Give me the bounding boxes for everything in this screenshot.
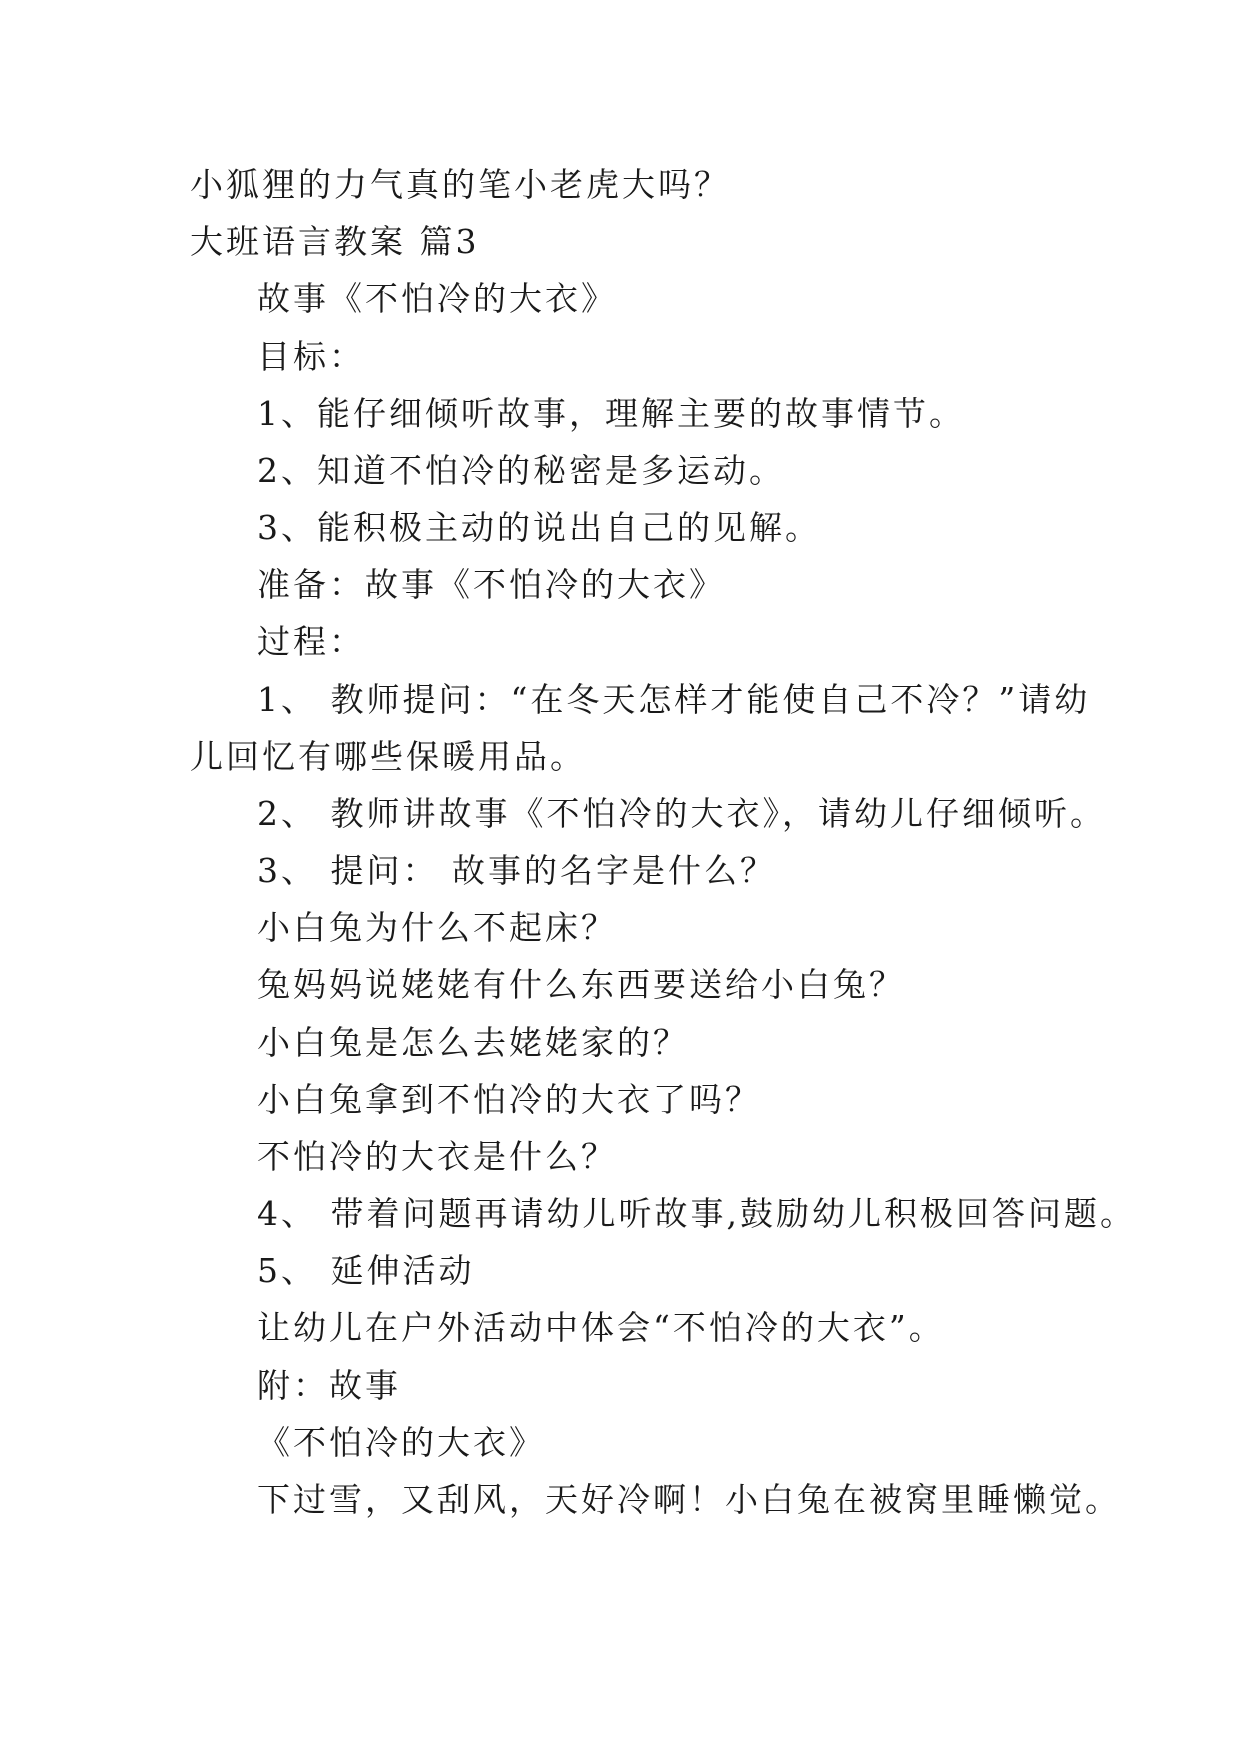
- story-text-line: 下过雪，又刮风，天好冷啊！小白兔在被窝里睡懒觉。: [257, 1480, 1121, 1519]
- question-line: 小白兔是怎么去姥姥家的？: [257, 1023, 689, 1062]
- process-step: 1、 教师提问：“在冬天怎样才能使自己不冷？”请幼: [257, 680, 1091, 719]
- goal-item: 2、知道不怕冷的秘密是多运动。: [257, 451, 785, 490]
- section-heading: 大班语言教案 篇3: [190, 222, 480, 261]
- process-step: 4、 带着问题再请幼儿听故事,鼓励幼儿积极回答问题。: [257, 1194, 1136, 1233]
- question-line: 不怕冷的大衣是什么？: [257, 1137, 617, 1176]
- appendix-heading: 附：故事: [257, 1366, 401, 1405]
- process-step-continuation: 儿回忆有哪些保暖用品。: [190, 737, 586, 776]
- activity-line: 让幼儿在户外活动中体会“不怕冷的大衣”。: [257, 1308, 945, 1347]
- goal-item: 3、能积极主动的说出自己的见解。: [257, 508, 821, 547]
- appendix-story-title: 《不怕冷的大衣》: [257, 1423, 545, 1462]
- process-step: 2、 教师讲故事《不怕冷的大衣》，请幼儿仔细倾听。: [257, 794, 1106, 833]
- question-line: 兔妈妈说姥姥有什么东西要送给小白兔？: [257, 965, 905, 1004]
- question-line: 小白兔为什么不起床？: [257, 908, 617, 947]
- process-step: 3、 提问： 故事的名字是什么？: [257, 851, 776, 890]
- process-step: 5、 延伸活动: [257, 1251, 475, 1290]
- question-line: 小白兔拿到不怕冷的大衣了吗？: [257, 1080, 761, 1119]
- preparation-line: 准备：故事《不怕冷的大衣》: [257, 565, 725, 604]
- text-line: 小狐狸的力气真的笔小老虎大吗？: [190, 165, 730, 204]
- process-heading: 过程：: [257, 622, 365, 661]
- goal-item: 1、能仔细倾听故事，理解主要的故事情节。: [257, 394, 965, 433]
- goals-heading: 目标：: [257, 337, 365, 376]
- story-title: 故事《不怕冷的大衣》: [257, 279, 617, 318]
